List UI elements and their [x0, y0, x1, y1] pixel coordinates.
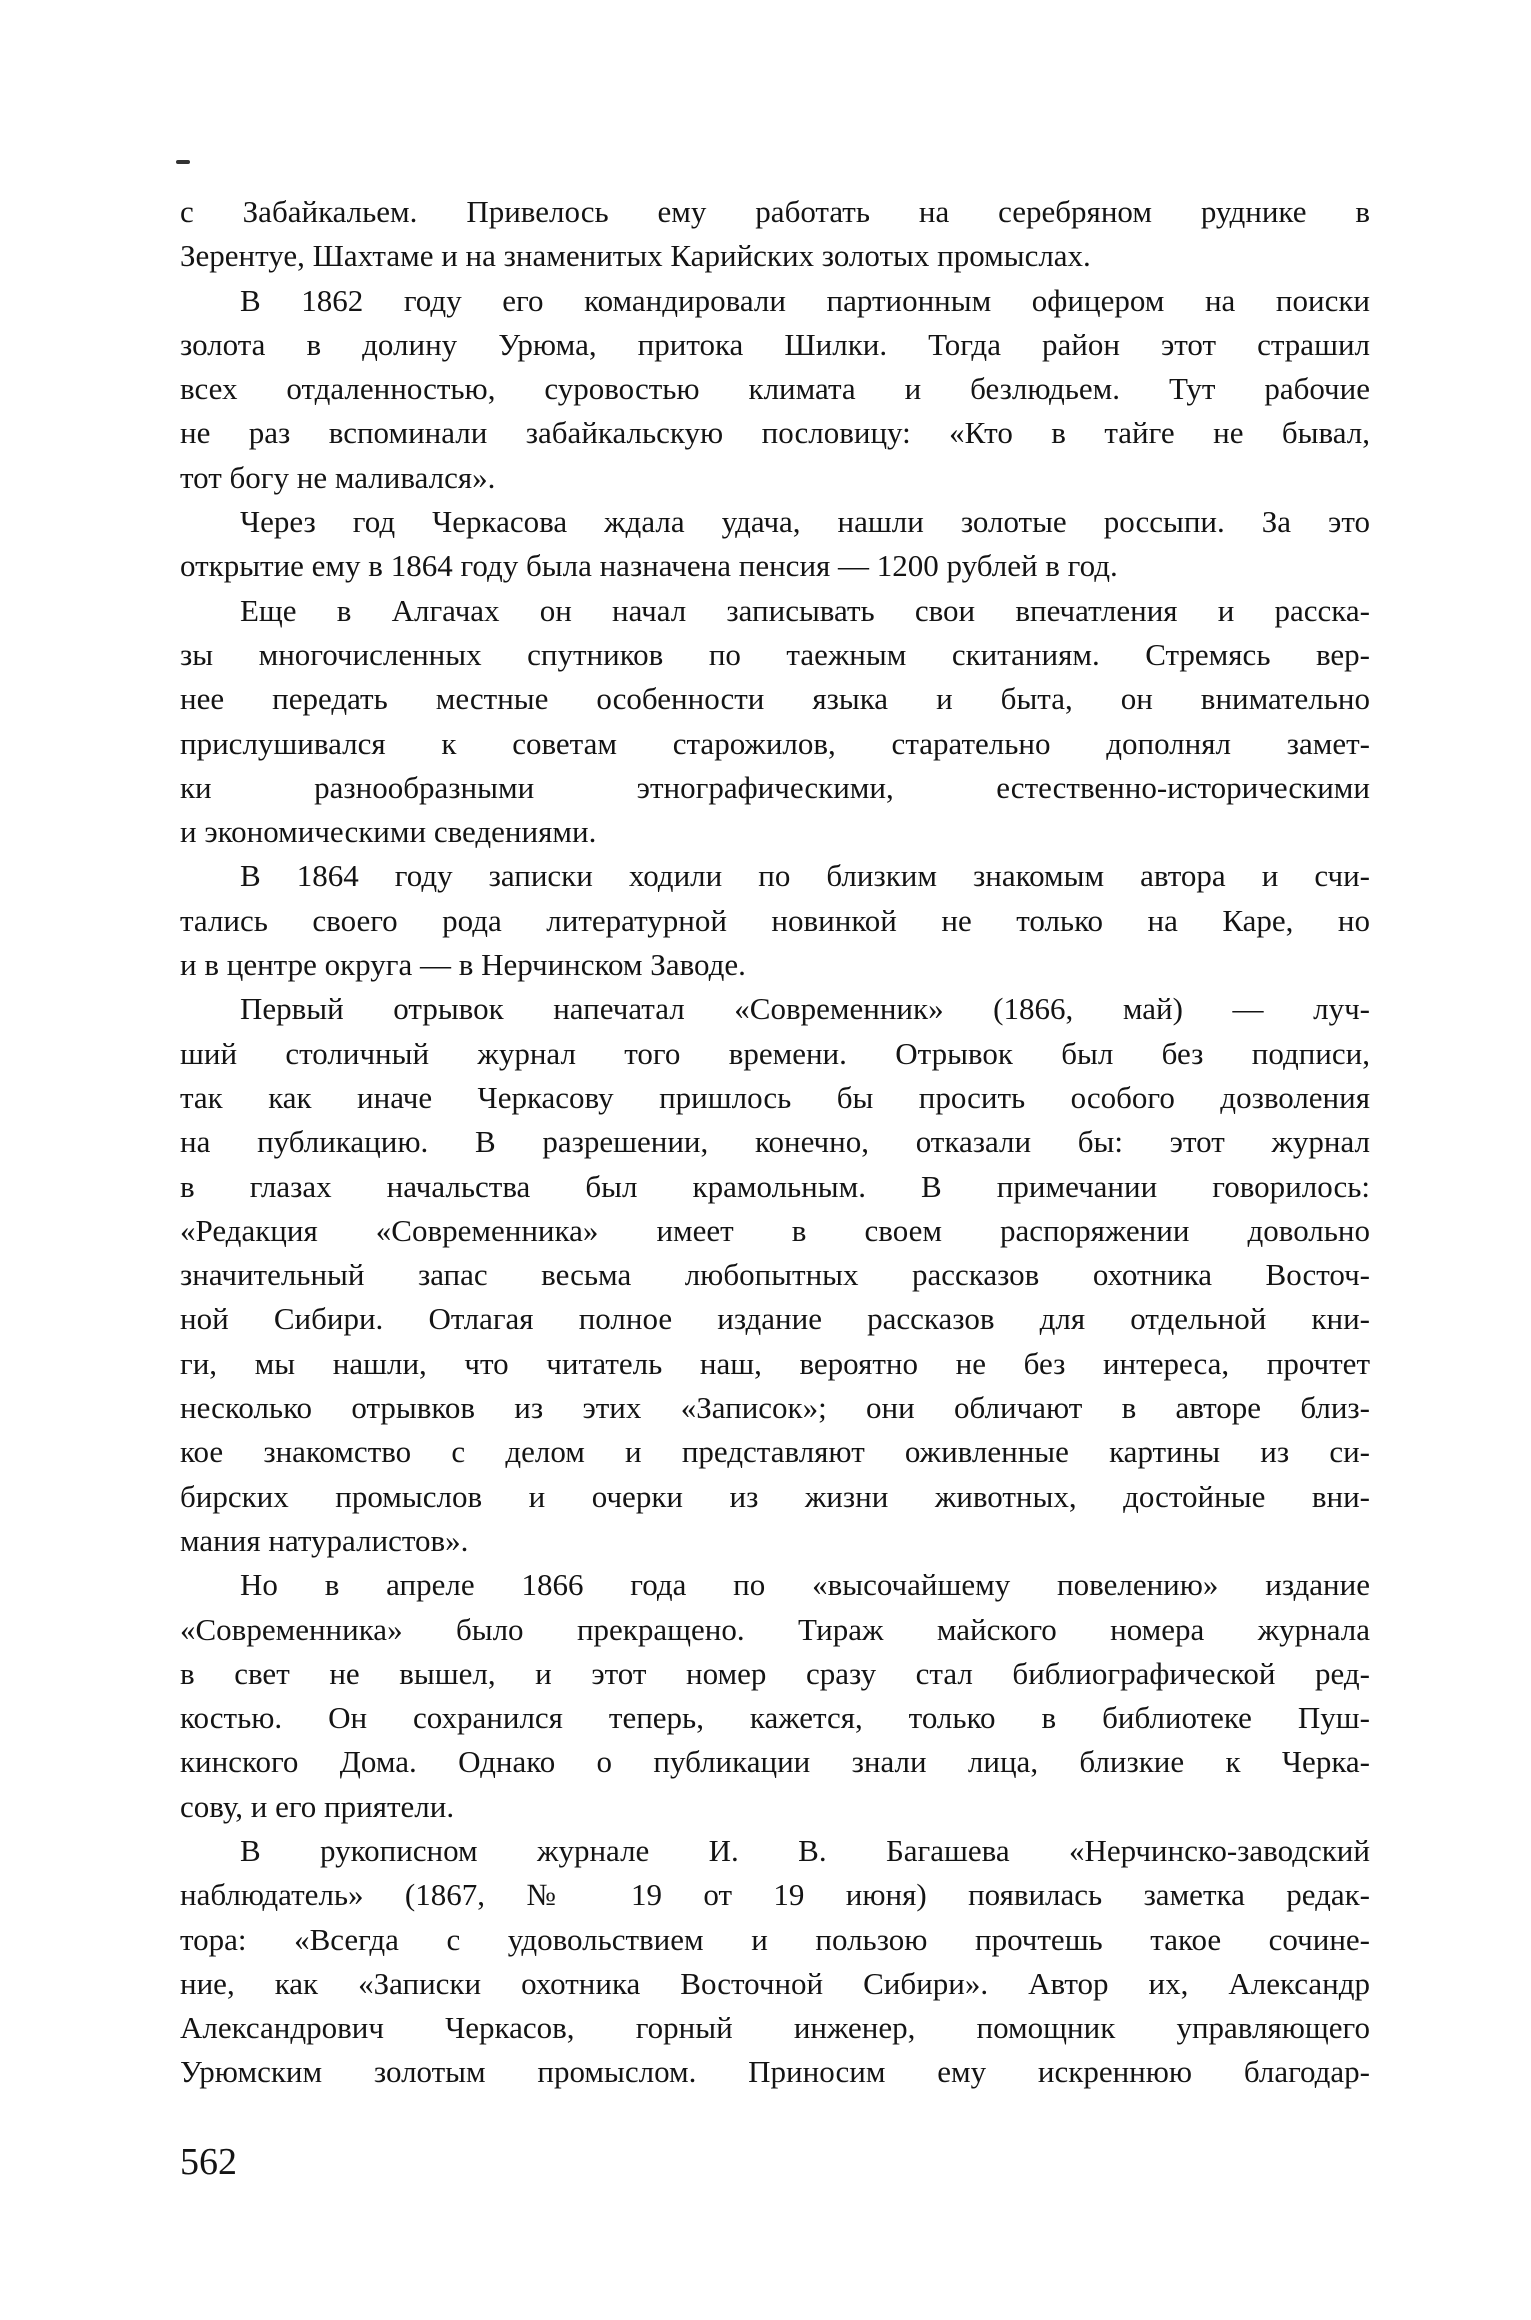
text-line: ной Сибири. Отлагая полное издание рассказов для отдельной кни-: [180, 1301, 1370, 1337]
text-line: прислушивался к советам старожилов, старательно дополнял замет-: [180, 725, 1370, 761]
text-line: открытие ему в 1864 году была назначена пенсия — 1200 рублей в год.: [180, 548, 1118, 584]
text-line: на публикацию. В разрешении, конечно, отказали бы: этот журнал: [180, 1124, 1370, 1160]
text-line: «Современника» было прекращено. Тираж майского номера журнала: [180, 1611, 1370, 1647]
text-line: бирских промыслов и очерки из жизни животных, достойные вни-: [180, 1478, 1370, 1514]
text-line: не раз вспоминали забайкальскую пословицу: «Кто в тайге не бывал,: [180, 415, 1370, 451]
text-line: кое знакомство с делом и представляют оживленные картины из си-: [180, 1434, 1370, 1470]
text-line: костью. Он сохранился теперь, кажется, только в библиотеке Пуш-: [180, 1700, 1370, 1736]
text-line: нее передать местные особенности языка и быта, он внимательно: [180, 681, 1370, 717]
text-line: ки разнообразными этнографическими, естественно-историческими: [180, 769, 1370, 805]
text-line: в глазах начальства был крамольным. В примечании говорилось:: [180, 1168, 1370, 1204]
text-line: несколько отрывков из этих «Записок»; они обличают в авторе близ-: [180, 1390, 1370, 1426]
page-number: 562: [180, 2141, 237, 2183]
text-line: В рукописном журнале И. В. Багашева «Нерчинско-заводский: [240, 1832, 1370, 1868]
text-line: Через год Черкасова ждала удача, нашли золотые россыпи. За это: [240, 504, 1370, 540]
text-line: ги, мы нашли, что читатель наш, вероятно не без интереса, прочтет: [180, 1345, 1370, 1381]
text-line: сову, и его приятели.: [180, 1788, 455, 1824]
text-line: Зерентуе, Шахтаме и на знаменитых Карийских золотых промыслах.: [180, 238, 1091, 274]
text-line: мания натуралистов».: [180, 1522, 469, 1558]
page-body: [180, 190, 1370, 2095]
print-mark: [176, 160, 190, 164]
text-line: Еще в Алгачах он начал записывать свои впечатления и расска-: [240, 592, 1370, 628]
text-line: Но в апреле 1866 года по «высочайшему повелению» издание: [240, 1567, 1370, 1603]
text-line: в свет не вышел, и этот номер сразу стал библиографической ред-: [180, 1655, 1370, 1691]
text-line: значительный запас весьма любопытных рассказов охотника Восточ-: [180, 1257, 1370, 1293]
text-line: золота в долину Урюма, притока Шилки. Тогда район этот страшил: [180, 326, 1370, 362]
text-line: с Забайкальем. Привелось ему работать на серебряном руднике в: [180, 194, 1370, 229]
text-line: кинского Дома. Однако о публикации знали лица, близкие к Черка-: [180, 1744, 1370, 1780]
text-line: В 1864 году записки ходили по близким знакомым автора и счи-: [240, 858, 1370, 894]
text-line: ший столичный журнал того времени. Отрывок был без подписи,: [180, 1035, 1370, 1071]
text-line: и в центре округа — в Нерчинском Заводе.: [180, 947, 746, 983]
text-line: Урюмским золотым промыслом. Приносим ему искреннюю благодар-: [180, 2054, 1370, 2090]
text-line: ние, как «Записки охотника Восточной Сибири». Автор их, Александр: [180, 1965, 1370, 2001]
text-line: тот богу не маливался».: [180, 459, 496, 495]
text-line: В 1862 году его командировали партионным офицером на поиски: [240, 282, 1370, 318]
text-line: так как иначе Черкасову пришлось бы просить особого дозволения: [180, 1079, 1370, 1115]
text-line: всех отдаленностью, суровостью климата и безлюдьем. Тут рабочие: [180, 371, 1370, 407]
text-line: тались своего рода литературной новинкой не только на Каре, но: [180, 902, 1370, 938]
text-line: наблюдатель» (1867, № 19 от 19 июня) появилась заметка редак-: [180, 1877, 1370, 1913]
text-line: и экономическими сведениями.: [180, 814, 597, 850]
text-line: Первый отрывок напечатал «Современник» (1866, май) — луч-: [240, 991, 1370, 1027]
text-line: Александрович Черкасов, горный инженер, помощник управляющего: [180, 2010, 1370, 2046]
text-line: «Редакция «Современника» имеет в своем распоряжении довольно: [180, 1212, 1370, 1248]
text-line: зы многочисленных спутников по таежным скитаниям. Стремясь вер-: [180, 636, 1370, 672]
text-line: тора: «Всегда с удовольствием и пользою прочтешь такое сочине-: [180, 1921, 1370, 1957]
